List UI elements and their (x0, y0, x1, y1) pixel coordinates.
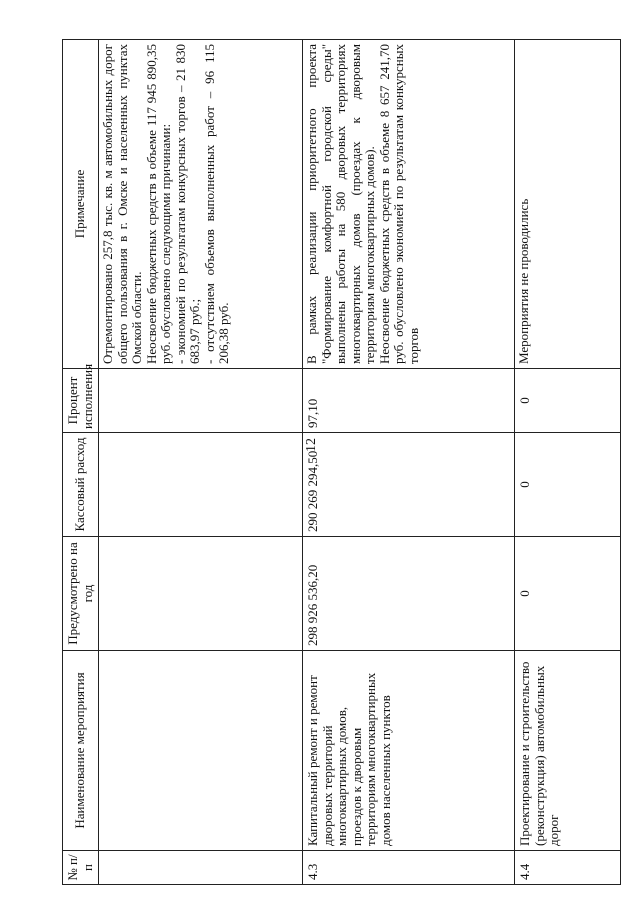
note-line: Мероприятия не проводились (516, 198, 531, 364)
cell-note (99, 40, 303, 369)
note-line: Неосвоение бюджетных средств в объеме 117 945 890,35 руб. обусловлено следующими причинами: (143, 44, 173, 364)
cell-cash: 290 269 294,50 (303, 433, 515, 537)
cell-planned: 298 926 536,20 (303, 537, 515, 651)
cell-percent: 0 (515, 369, 621, 433)
cell-name: Капитальный ремонт и ремонт дворовых территорий многоквартирных домов, проездов к дворовым территориям многоквартирных домов населенных пунктов (303, 651, 515, 851)
report-table (62, 39, 621, 885)
page-number: 12 (304, 438, 319, 452)
note-line: В рамках реализации приоритетного проекта "Формирование комфортной городской среды" выполнены работы на 580 дворовых территориях многоквартирных домов (проездах к дворовым территориям многоквартирных домов). (304, 44, 377, 364)
cell-percent (99, 369, 303, 433)
table-row-continuation (99, 40, 303, 885)
report-table-rotated (62, 40, 620, 885)
cell-cash (99, 433, 303, 537)
header-planned: Предусмотрено на год (63, 537, 99, 651)
table-header-row (63, 40, 99, 885)
cell-num: 4.4 (515, 851, 621, 885)
cell-planned: 0 (515, 537, 621, 651)
header-name: Наименование мероприятия (63, 651, 99, 851)
cell-name (99, 651, 303, 851)
cell-cash: 0 (515, 433, 621, 537)
cell-percent: 97,10 (303, 369, 515, 433)
header-percent: Процент исполнения (63, 369, 99, 433)
note-line: Неосвоение бюджетных средств в объеме 8 657 241,70 руб. обусловлено экономией по результатам конкурсных торгов (376, 44, 421, 364)
cell-name: Проектирование и строительство (реконструкция) автомобильных дорог (515, 651, 621, 851)
table-row (515, 40, 621, 885)
cell-num: 4.3 (303, 851, 515, 885)
header-num: № п/п (63, 851, 99, 885)
cell-note (303, 40, 515, 369)
table-row (303, 40, 515, 885)
note-line: - экономией по результатам конкурсных торгов – 21 830 683,97 руб.; (172, 44, 202, 364)
cell-note (515, 40, 621, 369)
cell-num (99, 851, 303, 885)
note-line: Отремонтировано 257,8 тыс. кв. м автомобильных дорог общего пользования в г. Омске и населенных пунктах Омской области. (100, 44, 144, 364)
cell-planned (99, 537, 303, 651)
note-line: - отсутствием объемов выполненных работ – 96 115 206,38 руб. (201, 44, 231, 364)
header-cash: Кассовый расход (63, 433, 99, 537)
header-note: Примечание (63, 40, 99, 369)
